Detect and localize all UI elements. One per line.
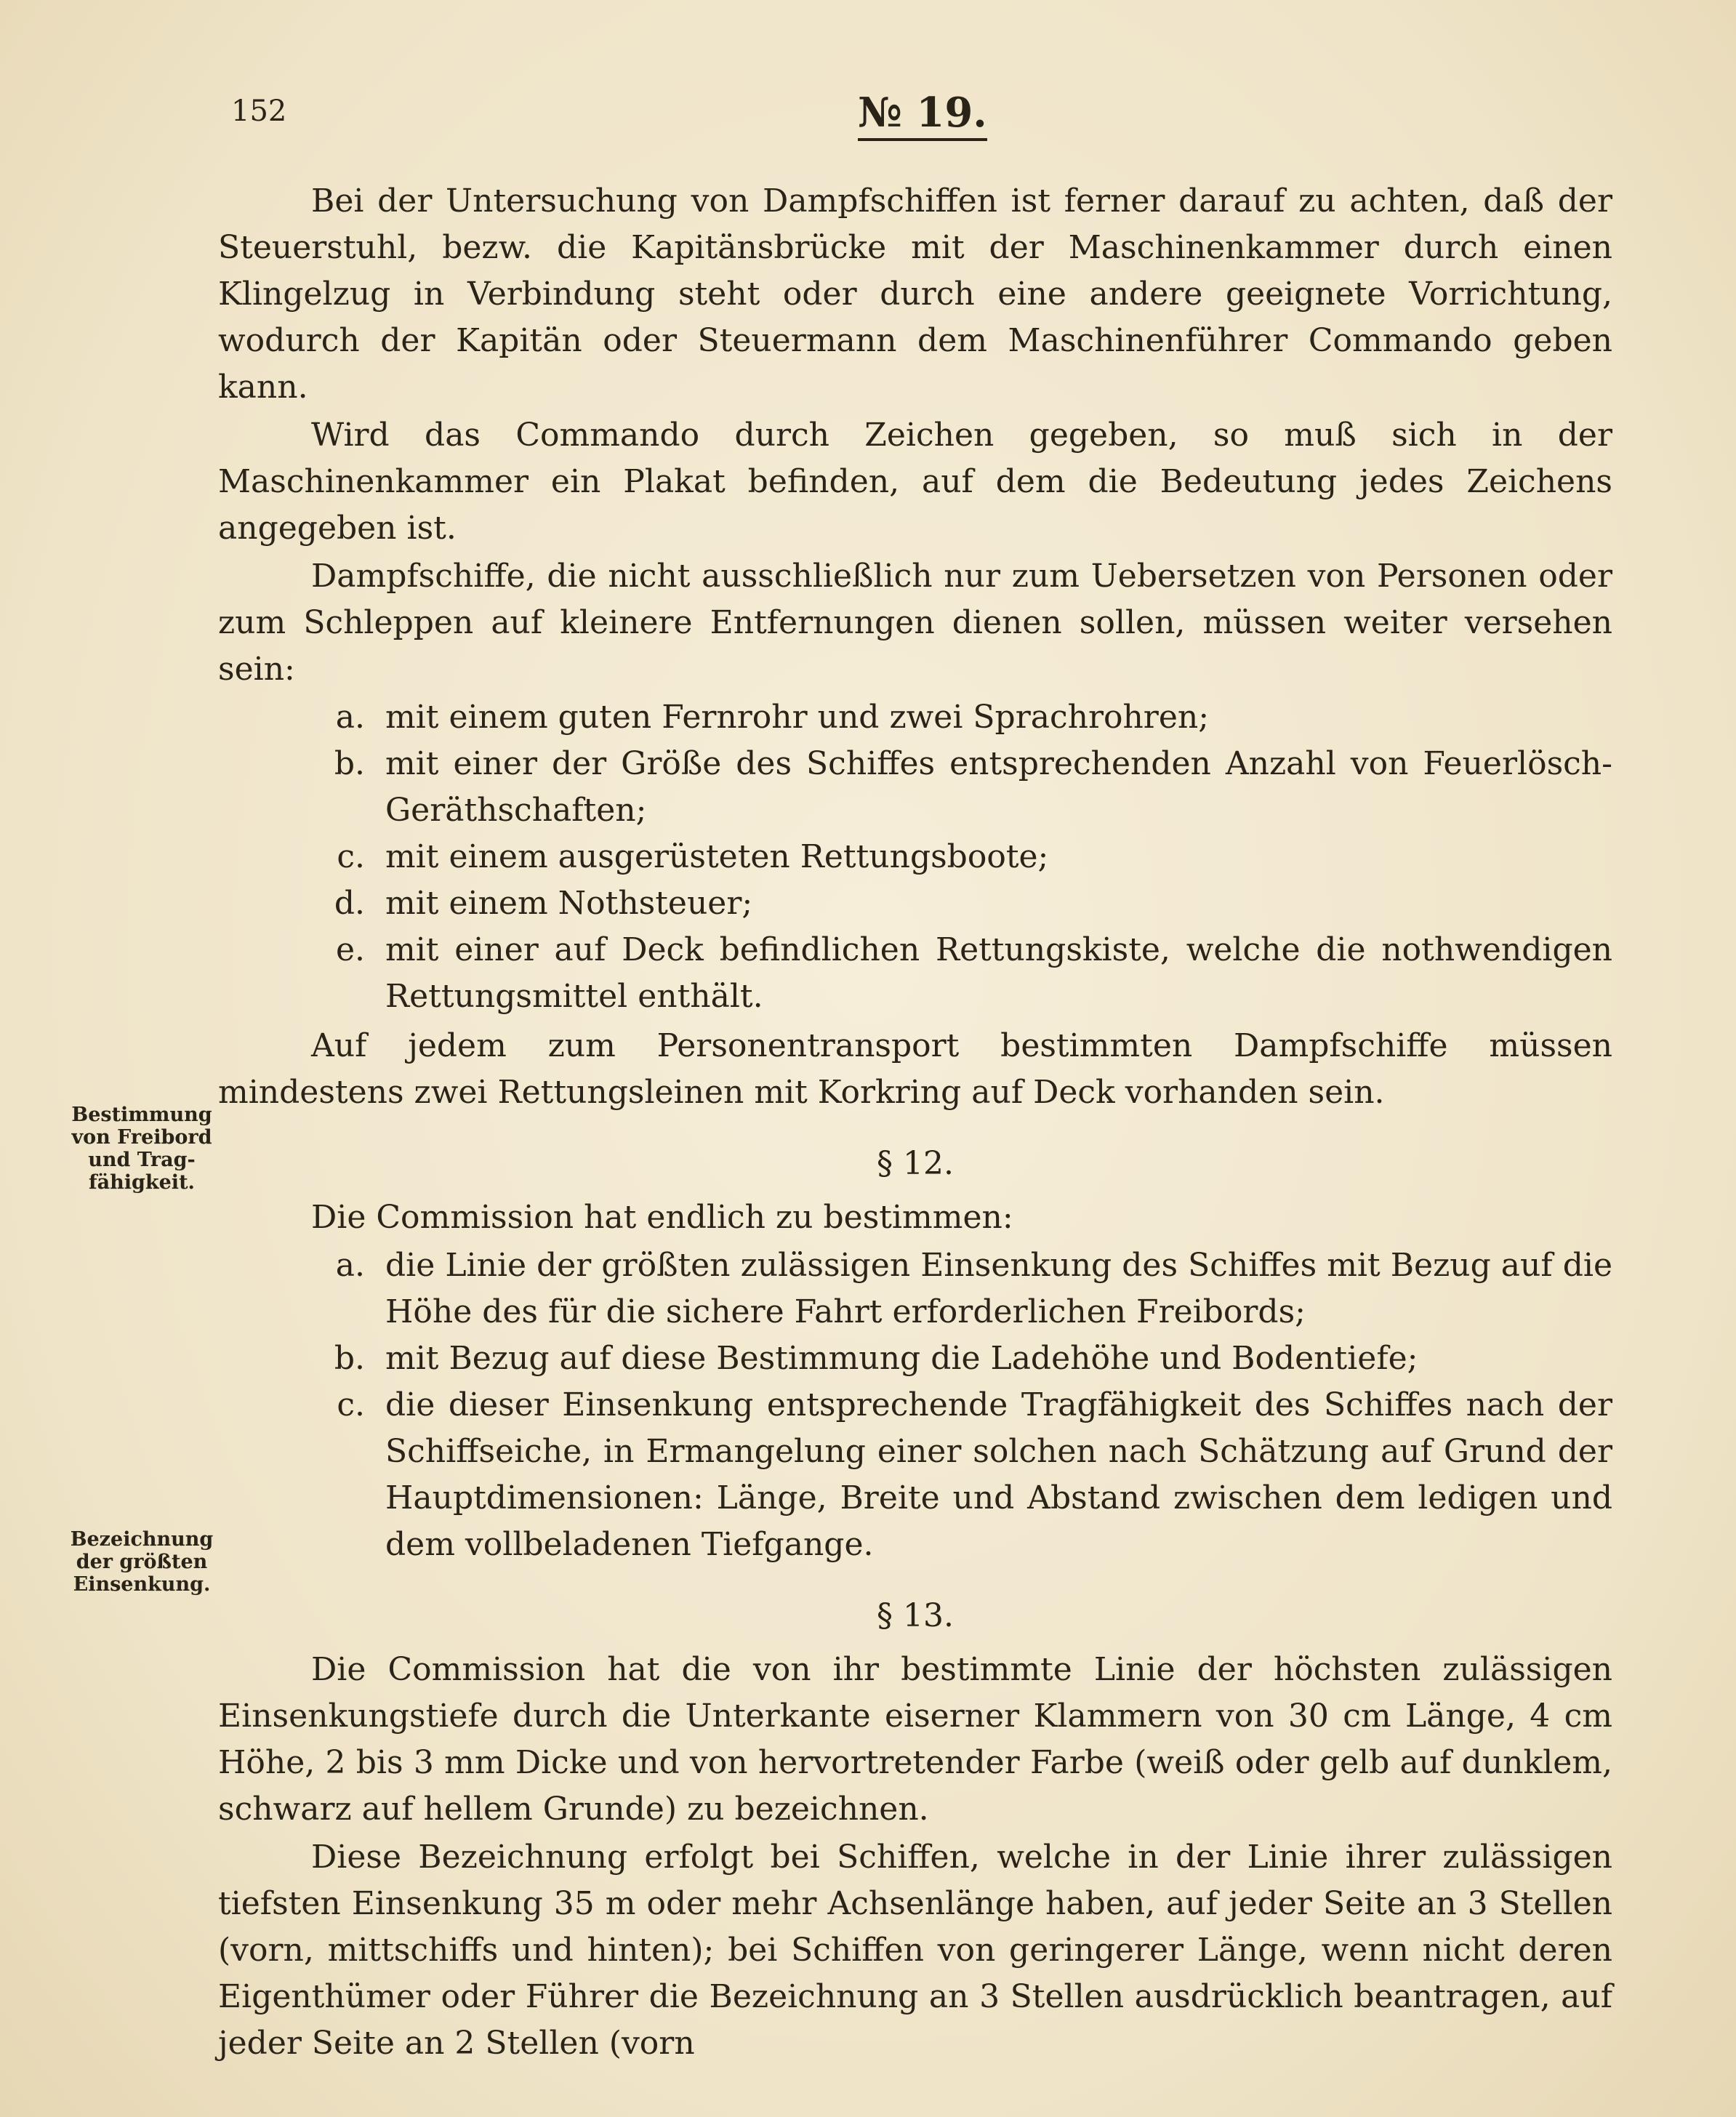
section-heading-13: § 13.: [877, 1597, 954, 1634]
document-number: № 19.: [858, 89, 987, 141]
list-item-text: die dieser Einsenkung entsprechende Tragfähigkeit des Schiffes nach der Schiffseiche, in Ermangelung einer solchen nach Schätzung auf Grund der Hauptdimensionen: Länge, Breite und Abstand zwischen dem ledigen und dem vollbeladenen Tiefgange.: [385, 1386, 1612, 1563]
list-item: [218, 927, 1612, 1020]
list-item-label: a.: [335, 699, 365, 736]
paragraph: Wird das Commando durch Zeichen gegeben, so muß sich in der Maschinenkammer ein Plakat befinden, auf dem die Bedeutung jedes Zeichens angegeben ist.: [218, 417, 1612, 547]
list-item-label: a.: [335, 1247, 365, 1284]
margin-note-line: fähigkeit.: [89, 1171, 195, 1194]
list-item-label: b.: [334, 745, 365, 782]
list-item-text: mit einem Nothsteuer;: [385, 885, 753, 922]
list-item: [218, 741, 1612, 834]
margin-note-line: Bestimmung: [71, 1104, 212, 1126]
margin-note-line: Bezeichnung: [70, 1528, 214, 1551]
paragraph: Diese Bezeichnung erfolgt bei Schiffen, welche in der Linie ihrer zulässigen tiefsten Einsenkung 35 m oder mehr Achsenlänge haben, auf jeder Seite an 3 Stellen (vorn, mittschiffs und hinten); bei Schiffen von geringerer Länge, wenn nicht deren Eigenthümer oder Führer die Bezeichnung an 3 Stellen ausdrücklich beantragen, auf jeder Seite an 2 Stellen (vorn: [218, 1839, 1612, 2062]
list-item: [218, 880, 1612, 927]
margin-note-line: und Trag-: [88, 1149, 196, 1171]
margin-note-line: der größten: [76, 1551, 208, 1573]
paragraph: Die Commission hat endlich zu bestimmen:: [311, 1199, 1013, 1236]
margin-note-line: von Freibord: [71, 1126, 212, 1149]
list-item-text: mit Bezug auf diese Bestimmung die Ladehöhe und Bodentiefe;: [385, 1340, 1418, 1377]
equipment-list: [218, 694, 1612, 1020]
list-item: [218, 834, 1612, 880]
list-item: [218, 694, 1612, 741]
margin-note-line: Einsenkung.: [73, 1573, 211, 1596]
paragraph: Die Commission hat die von ihr bestimmte Linie der höchsten zulässigen Einsenkungstiefe durch die Unterkante eiserner Klammern von 30 cm Länge, 4 cm Höhe, 2 bis 3 mm Dicke und von hervortretender Farbe (weiß oder gelb auf dunklem, schwarz auf hellem Grunde) zu bezeichnen.: [218, 1651, 1612, 1828]
list-item-text: mit einem ausgerüsteten Rettungsboote;: [385, 838, 1049, 875]
list-item: [218, 1335, 1612, 1382]
section-12-list: [218, 1242, 1612, 1568]
list-item-label: b.: [334, 1340, 365, 1377]
paragraph: Dampfschiffe, die nicht ausschließlich nur zum Uebersetzen von Personen oder zum Schleppen auf kleinere Entfernungen dienen sollen, müssen weiter versehen sein:: [218, 558, 1612, 688]
list-item-text: mit einem guten Fernrohr und zwei Sprachrohren;: [385, 699, 1210, 736]
list-item: [218, 1382, 1612, 1568]
list-item-label: d.: [334, 885, 365, 922]
list-item-label: c.: [337, 1386, 365, 1423]
page-header: [0, 89, 1736, 153]
section-heading-12: § 12.: [877, 1145, 954, 1182]
list-item-text: mit einer auf Deck befindlichen Rettungskiste, welche die nothwendigen Rettungsmittel enthält.: [385, 931, 1612, 1015]
paragraph: Auf jedem zum Personentransport bestimmten Dampfschiffe müssen mindestens zwei Rettungsleinen mit Korkring auf Deck vorhanden sein.: [218, 1027, 1612, 1111]
list-item-label: e.: [335, 931, 365, 968]
body-text: [218, 178, 1612, 2068]
list-item-text: die Linie der größten zulässigen Einsenkung des Schiffes mit Bezug auf die Höhe des für die sichere Fahrt erforderlichen Freibords;: [385, 1247, 1612, 1330]
paragraph: Bei der Untersuchung von Dampfschiffen ist ferner darauf zu achten, daß der Steuerstuhl, bezw. die Kapitänsbrücke mit der Maschinenkammer durch einen Klingelzug in Verbindung steht oder durch eine andere geeignete Vorrichtung, wodurch der Kapitän oder Steuermann dem Maschinenführer Commando geben kann.: [218, 182, 1612, 406]
margin-note-section-13: [58, 1528, 225, 1596]
list-item: [218, 1242, 1612, 1335]
list-item-text: mit einer der Größe des Schiffes entsprechenden Anzahl von Feuerlösch-Geräthschaften;: [385, 745, 1612, 829]
page-number: 152: [231, 95, 287, 128]
margin-note-section-12: [58, 1104, 225, 1194]
list-item-label: c.: [337, 838, 365, 875]
